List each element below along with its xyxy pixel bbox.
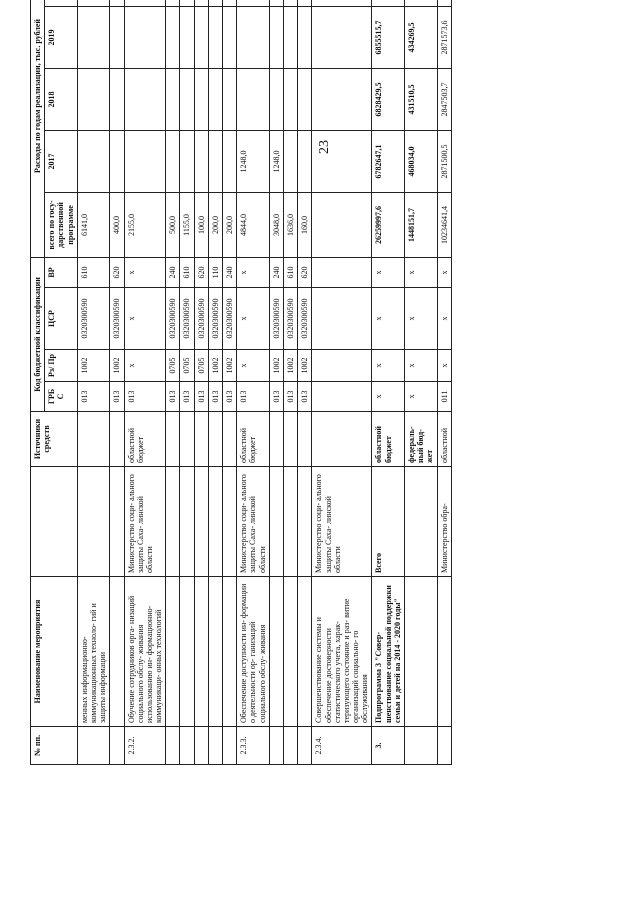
cell-rzpr: 1002 xyxy=(110,350,124,382)
cell-vr: 620 xyxy=(110,257,124,287)
table-row xyxy=(405,0,438,765)
cell-y2020 xyxy=(298,0,312,6)
cell-y2017 xyxy=(77,130,110,192)
cell-y2019 xyxy=(298,6,312,68)
cell-source: областной xyxy=(437,412,451,467)
cell-total: 1636,0 xyxy=(283,192,297,257)
cell-y2020 xyxy=(208,0,222,6)
cell-y2018 xyxy=(110,68,124,130)
cell-name xyxy=(110,577,124,727)
cell-name xyxy=(180,577,194,727)
cell-vr: 240 xyxy=(223,257,237,287)
cell-y2020 xyxy=(237,0,270,6)
cell-csr: 0320300590 xyxy=(77,288,110,350)
cell-y2018 xyxy=(298,68,312,130)
cell-y2020 xyxy=(283,0,297,6)
cell-source xyxy=(269,412,283,467)
table-row xyxy=(180,0,194,765)
cell-total: 500,0 xyxy=(166,192,180,257)
cell-rzpr: 0705 xyxy=(166,350,180,382)
cell-vr: х xyxy=(372,257,405,287)
cell-rzpr: х xyxy=(405,350,438,382)
table-row xyxy=(437,0,451,765)
cell-total: 2155,0 xyxy=(124,192,166,257)
cell-total xyxy=(312,192,372,257)
table-row xyxy=(223,0,237,765)
cell-grbs: 013 xyxy=(166,382,180,412)
cell-csr: 0320300590 xyxy=(194,288,208,350)
cell-y2019 xyxy=(166,6,180,68)
cell-executor xyxy=(110,467,124,577)
cell-vr: х xyxy=(237,257,270,287)
cell-csr: 0320300590 xyxy=(180,288,194,350)
cell-source xyxy=(110,412,124,467)
cell-grbs: х xyxy=(372,382,405,412)
cell-rzpr: 1002 xyxy=(208,350,222,382)
cell-vr: 110 xyxy=(208,257,222,287)
cell-name xyxy=(405,577,438,727)
cell-y2018 xyxy=(194,68,208,130)
cell-csr: 0320300590 xyxy=(298,288,312,350)
cell-csr: 0320300590 xyxy=(283,288,297,350)
cell-executor xyxy=(77,467,110,577)
cell-total: 4844,0 xyxy=(237,192,270,257)
cell-rzpr: 1002 xyxy=(298,350,312,382)
cell-num xyxy=(208,727,222,765)
cell-vr: 240 xyxy=(166,257,180,287)
cell-executor xyxy=(208,467,222,577)
cell-csr: х xyxy=(237,288,270,350)
cell-total: 26259997,6 xyxy=(372,192,405,257)
cell-y2020 xyxy=(110,0,124,6)
cell-name: менных информационно- коммуникационных техноло- гий и защиты информации xyxy=(77,577,110,727)
cell-grbs: 011 xyxy=(437,382,451,412)
cell-y2017: 2871500,5 xyxy=(437,130,451,192)
cell-y2017 xyxy=(166,130,180,192)
cell-total: 1155,0 xyxy=(180,192,194,257)
cell-y2017 xyxy=(194,130,208,192)
cell-name xyxy=(166,577,180,727)
cell-y2018 xyxy=(180,68,194,130)
cell-executor xyxy=(166,467,180,577)
cell-executor xyxy=(405,467,438,577)
cell-name xyxy=(298,577,312,727)
cell-csr: 0320300590 xyxy=(110,288,124,350)
table-row xyxy=(194,0,208,765)
cell-name: Совершенствование системы и обеспечение достоверности статистического учета, харак- теризующего состояние и раз- витие организаций социально- го обслуживания xyxy=(312,577,372,727)
cell-grbs: х xyxy=(405,382,438,412)
cell-source xyxy=(180,412,194,467)
cell-y2018: 431510,5 xyxy=(405,68,438,130)
cell-executor xyxy=(283,467,297,577)
cell-y2020 xyxy=(372,0,405,6)
header-2018: 2018 xyxy=(45,68,78,130)
cell-rzpr: х xyxy=(372,350,405,382)
cell-rzpr: 0705 xyxy=(194,350,208,382)
cell-y2019 xyxy=(312,6,372,68)
cell-vr xyxy=(312,257,372,287)
cell-source xyxy=(298,412,312,467)
header-vr: ВР xyxy=(45,257,78,287)
cell-y2018 xyxy=(166,68,180,130)
cell-total: 200,0 xyxy=(208,192,222,257)
header-2019: 2019 xyxy=(45,6,78,68)
cell-num: 2.3.2. xyxy=(124,727,166,765)
cell-source: областной бюджет xyxy=(124,412,166,467)
cell-y2019 xyxy=(269,6,283,68)
cell-grbs: 013 xyxy=(77,382,110,412)
cell-name xyxy=(437,577,451,727)
cell-vr: 610 xyxy=(283,257,297,287)
cell-grbs: 013 xyxy=(283,382,297,412)
table-row xyxy=(110,0,124,765)
cell-num xyxy=(283,727,297,765)
cell-y2018 xyxy=(237,68,270,130)
cell-rzpr: 1002 xyxy=(283,350,297,382)
cell-vr: х xyxy=(405,257,438,287)
cell-grbs: 013 xyxy=(223,382,237,412)
cell-num xyxy=(437,727,451,765)
cell-num: 3. xyxy=(372,727,405,765)
cell-num xyxy=(77,727,110,765)
cell-y2020 xyxy=(437,0,451,6)
cell-source xyxy=(312,412,372,467)
cell-y2019 xyxy=(77,6,110,68)
cell-executor: Министерство соци- ального защиты Саха- линской области xyxy=(237,467,270,577)
cell-y2019 xyxy=(237,6,270,68)
cell-executor xyxy=(223,467,237,577)
cell-executor xyxy=(298,467,312,577)
cell-num xyxy=(166,727,180,765)
header-source: Источники средств xyxy=(31,412,78,467)
header-rzpr: Рз/ Пр xyxy=(45,350,78,382)
cell-num xyxy=(194,727,208,765)
table-row xyxy=(166,0,180,765)
table-row xyxy=(298,0,312,765)
cell-grbs: 013 xyxy=(208,382,222,412)
cell-y2020 xyxy=(312,0,372,6)
cell-num: 2.3.4. xyxy=(312,727,372,765)
table-row xyxy=(77,0,110,765)
cell-vr: 620 xyxy=(194,257,208,287)
cell-csr xyxy=(312,288,372,350)
cell-y2017: 1248,0 xyxy=(269,130,283,192)
cell-num xyxy=(405,727,438,765)
cell-source xyxy=(77,412,110,467)
cell-total: 200,0 xyxy=(223,192,237,257)
table-row xyxy=(237,0,270,765)
cell-y2019 xyxy=(223,6,237,68)
cell-csr: 0320300590 xyxy=(223,288,237,350)
cell-source: областной бюджет xyxy=(372,412,405,467)
cell-source xyxy=(223,412,237,467)
cell-csr: 0320300590 xyxy=(269,288,283,350)
cell-y2019 xyxy=(194,6,208,68)
cell-executor: Министерство соци- ального защиты Саха- линской области xyxy=(312,467,372,577)
cell-name: Подпрограмма 3 "Совер- шенствование социальной поддержки семьи и детей на 2014 - 2020 годы" xyxy=(372,577,405,727)
cell-y2019: 434269,5 xyxy=(405,6,438,68)
table-row xyxy=(269,0,283,765)
cell-executor: Министерство соци- ального защиты Саха- линской области xyxy=(124,467,166,577)
cell-y2018 xyxy=(223,68,237,130)
cell-y2017: 6782647,1 xyxy=(372,130,405,192)
cell-csr: 0320300590 xyxy=(208,288,222,350)
header-num: № пп. xyxy=(31,727,78,765)
cell-total: 10234641,4 xyxy=(437,192,451,257)
header-total: всего по госу- дарственной программе xyxy=(45,192,78,257)
cell-vr: 240 xyxy=(269,257,283,287)
cell-y2018 xyxy=(77,68,110,130)
cell-y2020 xyxy=(180,0,194,6)
cell-csr: х xyxy=(124,288,166,350)
cell-vr: 620 xyxy=(298,257,312,287)
table-row xyxy=(372,0,405,765)
cell-source: федераль- ный бюд- жет xyxy=(405,412,438,467)
table-row xyxy=(208,0,222,765)
rotated-page xyxy=(30,18,600,865)
cell-source xyxy=(194,412,208,467)
table-body xyxy=(77,0,451,765)
cell-grbs xyxy=(312,382,372,412)
cell-num xyxy=(180,727,194,765)
header-grbs: ГРБ С xyxy=(45,382,78,412)
cell-y2019 xyxy=(180,6,194,68)
cell-executor xyxy=(180,467,194,577)
cell-y2020 xyxy=(223,0,237,6)
cell-rzpr: 1002 xyxy=(269,350,283,382)
cell-y2017 xyxy=(223,130,237,192)
cell-grbs: 013 xyxy=(298,382,312,412)
cell-y2017: 1248,0 xyxy=(237,130,270,192)
budget-table xyxy=(30,0,452,765)
budget-table-wrapper xyxy=(30,0,570,765)
cell-y2017 xyxy=(110,130,124,192)
page-number: 23 xyxy=(317,140,332,154)
cell-total: 100,0 xyxy=(194,192,208,257)
cell-total: 160,0 xyxy=(298,192,312,257)
cell-total: 400,0 xyxy=(110,192,124,257)
cell-total: 6141,0 xyxy=(77,192,110,257)
cell-name xyxy=(269,577,283,727)
cell-y2017 xyxy=(312,130,372,192)
cell-grbs: 013 xyxy=(110,382,124,412)
cell-y2019 xyxy=(124,6,166,68)
cell-grbs: 013 xyxy=(124,382,166,412)
cell-y2018 xyxy=(124,68,166,130)
table-row xyxy=(312,0,372,765)
cell-y2019 xyxy=(283,6,297,68)
cell-y2020 xyxy=(269,0,283,6)
cell-y2018 xyxy=(269,68,283,130)
cell-num xyxy=(223,727,237,765)
cell-y2020 xyxy=(124,0,166,6)
cell-y2019: 2871573,6 xyxy=(437,6,451,68)
cell-rzpr: 0705 xyxy=(180,350,194,382)
header-kbk: Код бюджетной классификации xyxy=(31,257,45,411)
cell-vr: х xyxy=(124,257,166,287)
cell-name: Обеспечение доступности ин- формации о деятельности ор- ганизаций социального обслу- живания xyxy=(237,577,270,727)
cell-rzpr: 1002 xyxy=(77,350,110,382)
cell-num: 2.3.3. xyxy=(237,727,270,765)
cell-rzpr: х xyxy=(124,350,166,382)
cell-rzpr: 1002 xyxy=(223,350,237,382)
cell-grbs: 013 xyxy=(269,382,283,412)
cell-y2019: 6855515,7 xyxy=(372,6,405,68)
table-row xyxy=(283,0,297,765)
cell-vr: 610 xyxy=(180,257,194,287)
cell-y2018 xyxy=(312,68,372,130)
cell-y2019 xyxy=(110,6,124,68)
cell-vr: х xyxy=(437,257,451,287)
header-name: Наименование мероприятия xyxy=(31,577,78,727)
cell-executor: Всего xyxy=(372,467,405,577)
header-2020 xyxy=(45,0,78,6)
header-csr: ЦСР xyxy=(45,288,78,350)
cell-num xyxy=(269,727,283,765)
cell-executor xyxy=(194,467,208,577)
cell-csr: х xyxy=(405,288,438,350)
cell-source xyxy=(283,412,297,467)
cell-source xyxy=(166,412,180,467)
header-2017: 2017 xyxy=(45,130,78,192)
cell-csr: х xyxy=(437,288,451,350)
cell-rzpr xyxy=(312,350,372,382)
cell-y2019 xyxy=(208,6,222,68)
cell-name xyxy=(208,577,222,727)
cell-total: 3048,0 xyxy=(269,192,283,257)
cell-y2018: 2847503,7 xyxy=(437,68,451,130)
cell-vr: 610 xyxy=(77,257,110,287)
cell-y2017 xyxy=(283,130,297,192)
cell-source xyxy=(208,412,222,467)
cell-rzpr: х xyxy=(437,350,451,382)
cell-y2018: 6828429,5 xyxy=(372,68,405,130)
header-executor xyxy=(31,467,78,577)
cell-y2020 xyxy=(77,0,110,6)
cell-y2020 xyxy=(194,0,208,6)
cell-y2017: 468034,0 xyxy=(405,130,438,192)
cell-y2020 xyxy=(166,0,180,6)
cell-y2020 xyxy=(405,0,438,6)
cell-y2017 xyxy=(180,130,194,192)
cell-grbs: 013 xyxy=(180,382,194,412)
cell-rzpr: х xyxy=(237,350,270,382)
cell-name xyxy=(194,577,208,727)
table-row xyxy=(124,0,166,765)
cell-total: 1448151,7 xyxy=(405,192,438,257)
cell-y2017 xyxy=(124,130,166,192)
header-expenses: Расходы по годам реализации, тыс. рублей xyxy=(31,0,45,257)
cell-name xyxy=(283,577,297,727)
cell-y2018 xyxy=(283,68,297,130)
cell-name: Обучение сотрудников орга- низаций социального обслу- живания использованию ин- формационно- коммуникаци- онных технологий xyxy=(124,577,166,727)
cell-y2017 xyxy=(208,130,222,192)
cell-y2017 xyxy=(298,130,312,192)
cell-source: областной бюджет xyxy=(237,412,270,467)
cell-csr: 0320300590 xyxy=(166,288,180,350)
cell-grbs: 013 xyxy=(237,382,270,412)
cell-executor: Министерство обра- xyxy=(437,467,451,577)
cell-grbs: 013 xyxy=(194,382,208,412)
cell-y2018 xyxy=(208,68,222,130)
cell-name xyxy=(223,577,237,727)
cell-num xyxy=(110,727,124,765)
cell-csr: х xyxy=(372,288,405,350)
cell-num xyxy=(298,727,312,765)
cell-executor xyxy=(269,467,283,577)
